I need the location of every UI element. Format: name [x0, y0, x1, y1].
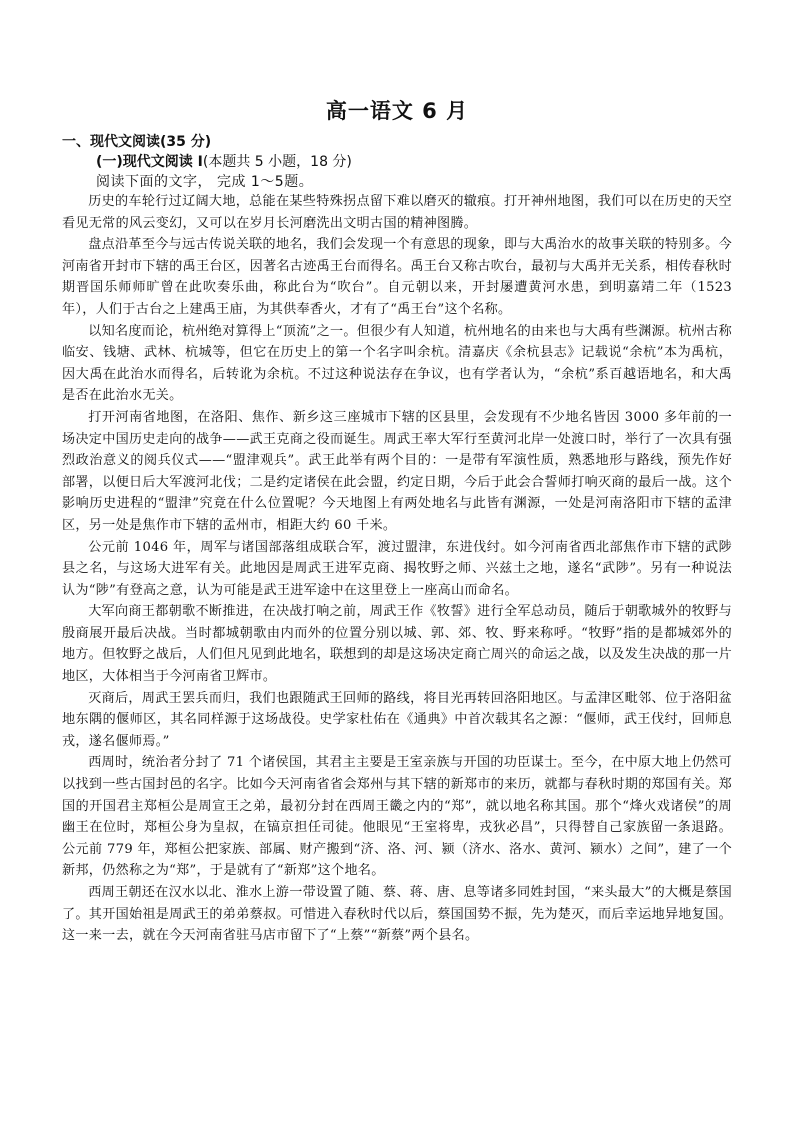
section-heading: 一、现代文阅读(35 分) — [62, 134, 212, 150]
subsection-label: (一)现代文阅读 I — [96, 154, 203, 170]
page-title: 高一语文 6 月 — [325, 99, 469, 123]
paragraph-7: 灭商后，周武王罢兵而归，我们也跟随武王回师的路线，将目光再转回洛阳地区。与孟津区毗邻、位于洛阳盆地东隅的偃师区，其名同样源于这场战役。史学家杜佑在《通典》中首次载其名之源：“偃师，武王伐纣，回师息戎，遂名偃师焉。” — [62, 690, 732, 749]
paragraph-4: 打开河南省地图，在洛阳、焦作、新乡这三座城市下辖的区县里，会发现有不少地名皆因 3000 多年前的一场决定中国历史走向的战争——武王克商之役而诞生。周武王率大军行至黄河北岸一处渡口时，举行了一次具有强烈政治意义的阅兵仪式——“盟津观兵”。武王此举有两个目的：一是带有军演性质，熟悉地形与路线，预先作好部署，以便日后大军渡河北伐；二是约定诸侯在此会盟，约定日期，今后于此会合誓师打响灭商的最后一战。这个影响历史进程的“盟津”究竟在什么位置呢？今天地图上有两处地名与此皆有渊源，一处是河南洛阳市下辖的孟津区，另一处是焦作市下辖的孟州市，相距大约 60 千米。 — [62, 409, 732, 533]
reading-instruction: 阅读下面的文字， 完成 1～5题。 — [96, 174, 314, 190]
reading-passage — [62, 191, 732, 947]
subsection-note: (本题共 5 小题，18 分) — [202, 154, 352, 170]
paragraph-9: 西周王朝还在汉水以北、淮水上游一带设置了随、蔡、蒋、唐、息等诸多同姓封国，“来头最大”的大概是蔡国了。其开国始祖是周武王的弟弟蔡叔。可惜进入春秋时代以后，蔡国国势不振，先为楚灭，而后幸运地异地复国。这一来一去，就在今天河南省驻马店市留下了“上蔡”“新蔡”两个县名。 — [62, 885, 732, 944]
subsection-heading — [96, 151, 352, 171]
paragraph-8: 西周时，统治者分封了 71 个诸侯国，其君主主要是王室亲族与开国的功臣谋士。至今，在中原大地上仍然可以找到一些古国封邑的名字。比如今天河南省省会郑州与其下辖的新郑市的来历，就都与春秋时期的郑国有关。郑国的开国君主郑桓公是周宣王之弟，最初分封在西周王畿之内的“郑”，就以地名称其国。那个“烽火戏诸侯”的周幽王在位时，郑桓公身为皇叔，在镐京担任司徒。他眼见“王室将卑，戎狄必昌”，只得替自己家族留一条退路。公元前 779 年，郑桓公把家族、部属、财产搬到“济、洛、河、颍（济水、洛水、黄河、颍水）之间”，建了一个新邦，仍然称之为“郑”，于是就有了“新郑”这个地名。 — [62, 755, 732, 879]
paragraph-3: 以知名度而论，杭州绝对算得上“顶流”之一。但很少有人知道，杭州地名的由来也与大禹有些渊源。杭州古称临安、钱塘、武林、杭城等，但它在历史上的第一个名字叫余杭。清嘉庆《余杭县志》记载说“余杭”本为禹杭，因大禹在此治水而得名，后转讹为余杭。不过这种说法存在争议，也有学者认为，“余杭”系百越语地名，和大禹是否在此治水无关。 — [62, 323, 732, 404]
paragraph-6: 大军向商王都朝歌不断推进，在决战打响之前，周武王作《牧誓》进行全军总动员，随后于朝歌城外的牧野与殷商展开最后决战。当时都城朝歌由内而外的位置分别以城、郭、郊、牧、野来称呼。“牧野”指的是都城郊外的地方。但牧野之战后，人们但凡见到此地名，联想到的却是这场决定商亡周兴的命运之战，以及发生决战的那一片地区，大体相当于今河南省卫辉市。 — [62, 604, 732, 685]
paragraph-1: 历史的车轮行过辽阔大地，总能在某些特殊拐点留下难以磨灭的辙痕。打开神州地图，我们可以在历史的天空看见无常的风云变幻，又可以在岁月长河磨洗出文明古国的精神图腾。 — [62, 194, 732, 231]
paragraph-2: 盘点沿革至今与远古传说关联的地名，我们会发现一个有意思的现象，即与大禹治水的故事关联的特别多。今河南省开封市下辖的禹王台区，因著名古迹禹王台而得名。禹王台又称古吹台，最初与大禹并无关系，相传春秋时期晋国乐师师旷曾在此吹奏乐曲，称此台为“吹台”。自元朝以来，开封屡遭黄河水患，到明嘉靖二年（1523 年），人们于古台之上建禹王庙，为其供奉香火，才有了“禹王台”这个名称。 — [62, 237, 732, 317]
paragraph-5: 公元前 1046 年，周军与诸国部落组成联合军，渡过盟津，东进伐纣。如今河南省西北部焦作市下辖的武陟县之名，与这场大进军有关。此地因是周武王进军克商、揭牧野之师、兴兹土之地，遂名“武陟”。另有一种说法认为“陟”有登高之意，认为可能是武王进军途中在这里登上一座高山而命名。 — [62, 539, 732, 598]
